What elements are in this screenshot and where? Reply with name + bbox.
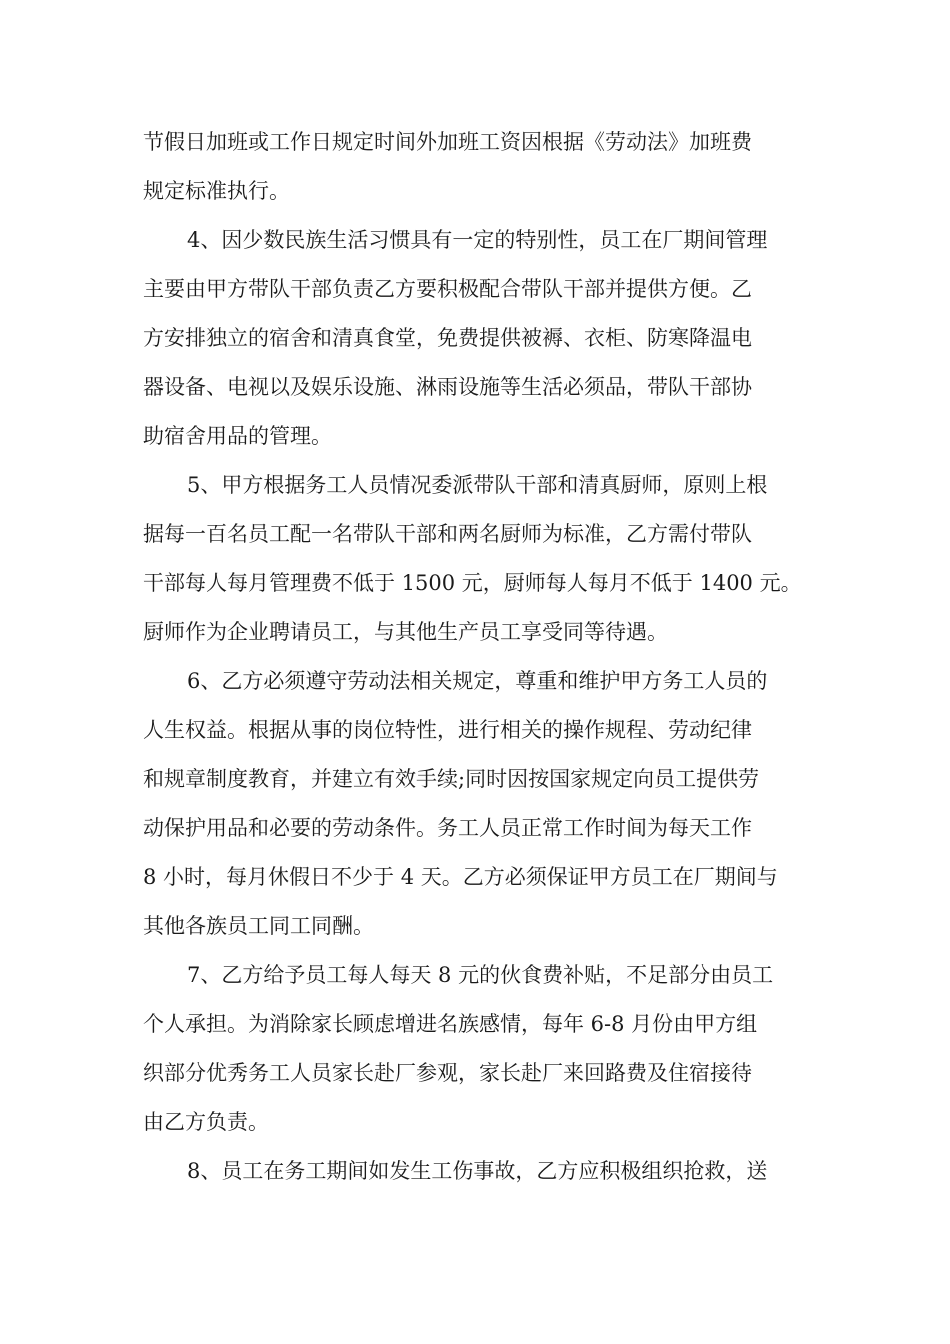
text-line: 据每一百名员工配一名带队干部和两名厨师为标准，乙方需付带队 — [143, 522, 752, 546]
document-body — [143, 118, 823, 1196]
text-line: 助宿舍用品的管理。 — [143, 424, 332, 448]
text-line: 个人承担。为消除家长顾虑增进名族感情，每年 6-8 月份由甲方组 — [143, 1012, 758, 1036]
text-line: 动保护用品和必要的劳动条件。务工人员正常工作时间为每天工作 — [143, 816, 752, 840]
text-line: 人生权益。根据从事的岗位特性，进行相关的操作规程、劳动纪律 — [143, 718, 752, 742]
paragraph-6-start: 6、乙方必须遵守劳动法相关规定，尊重和维护甲方务工人员的 — [187, 669, 768, 693]
text-line: 节假日加班或工作日规定时间外加班工资因根据《劳动法》加班费 — [143, 130, 752, 154]
text-line: 由乙方负责。 — [143, 1110, 269, 1134]
paragraph-8-start: 8、员工在务工期间如发生工伤事故，乙方应积极组织抢救，送 — [187, 1159, 768, 1183]
paragraph-7-start: 7、乙方给予员工每人每天 8 元的伙食费补贴，不足部分由员工 — [187, 963, 774, 987]
text-line: 主要由甲方带队干部负责乙方要积极配合带队干部并提供方便。乙 — [143, 277, 752, 301]
text-line: 规定标准执行。 — [143, 179, 290, 203]
text-line: 方安排独立的宿舍和清真食堂，免费提供被褥、衣柜、防寒降温电 — [143, 326, 752, 350]
text-line: 厨师作为企业聘请员工，与其他生产员工享受同等待遇。 — [143, 620, 668, 644]
text-line: 8 小时，每月休假日不少于 4 天。乙方必须保证甲方员工在厂期间与 — [143, 865, 778, 889]
text-line: 织部分优秀务工人员家长赴厂参观，家长赴厂来回路费及住宿接待 — [143, 1061, 752, 1085]
text-line: 其他各族员工同工同酬。 — [143, 914, 374, 938]
text-line: 器设备、电视以及娱乐设施、淋雨设施等生活必须品，带队干部协 — [143, 375, 752, 399]
paragraph-4-start: 4、因少数民族生活习惯具有一定的特别性，员工在厂期间管理 — [187, 228, 768, 252]
text-line: 干部每人每月管理费不低于 1500 元，厨师每人每月不低于 1400 元。 — [143, 571, 802, 595]
paragraph-5-start: 5、甲方根据务工人员情况委派带队干部和清真厨师，原则上根 — [187, 473, 768, 497]
text-line: 和规章制度教育，并建立有效手续;同时因按国家规定向员工提供劳 — [143, 767, 760, 791]
